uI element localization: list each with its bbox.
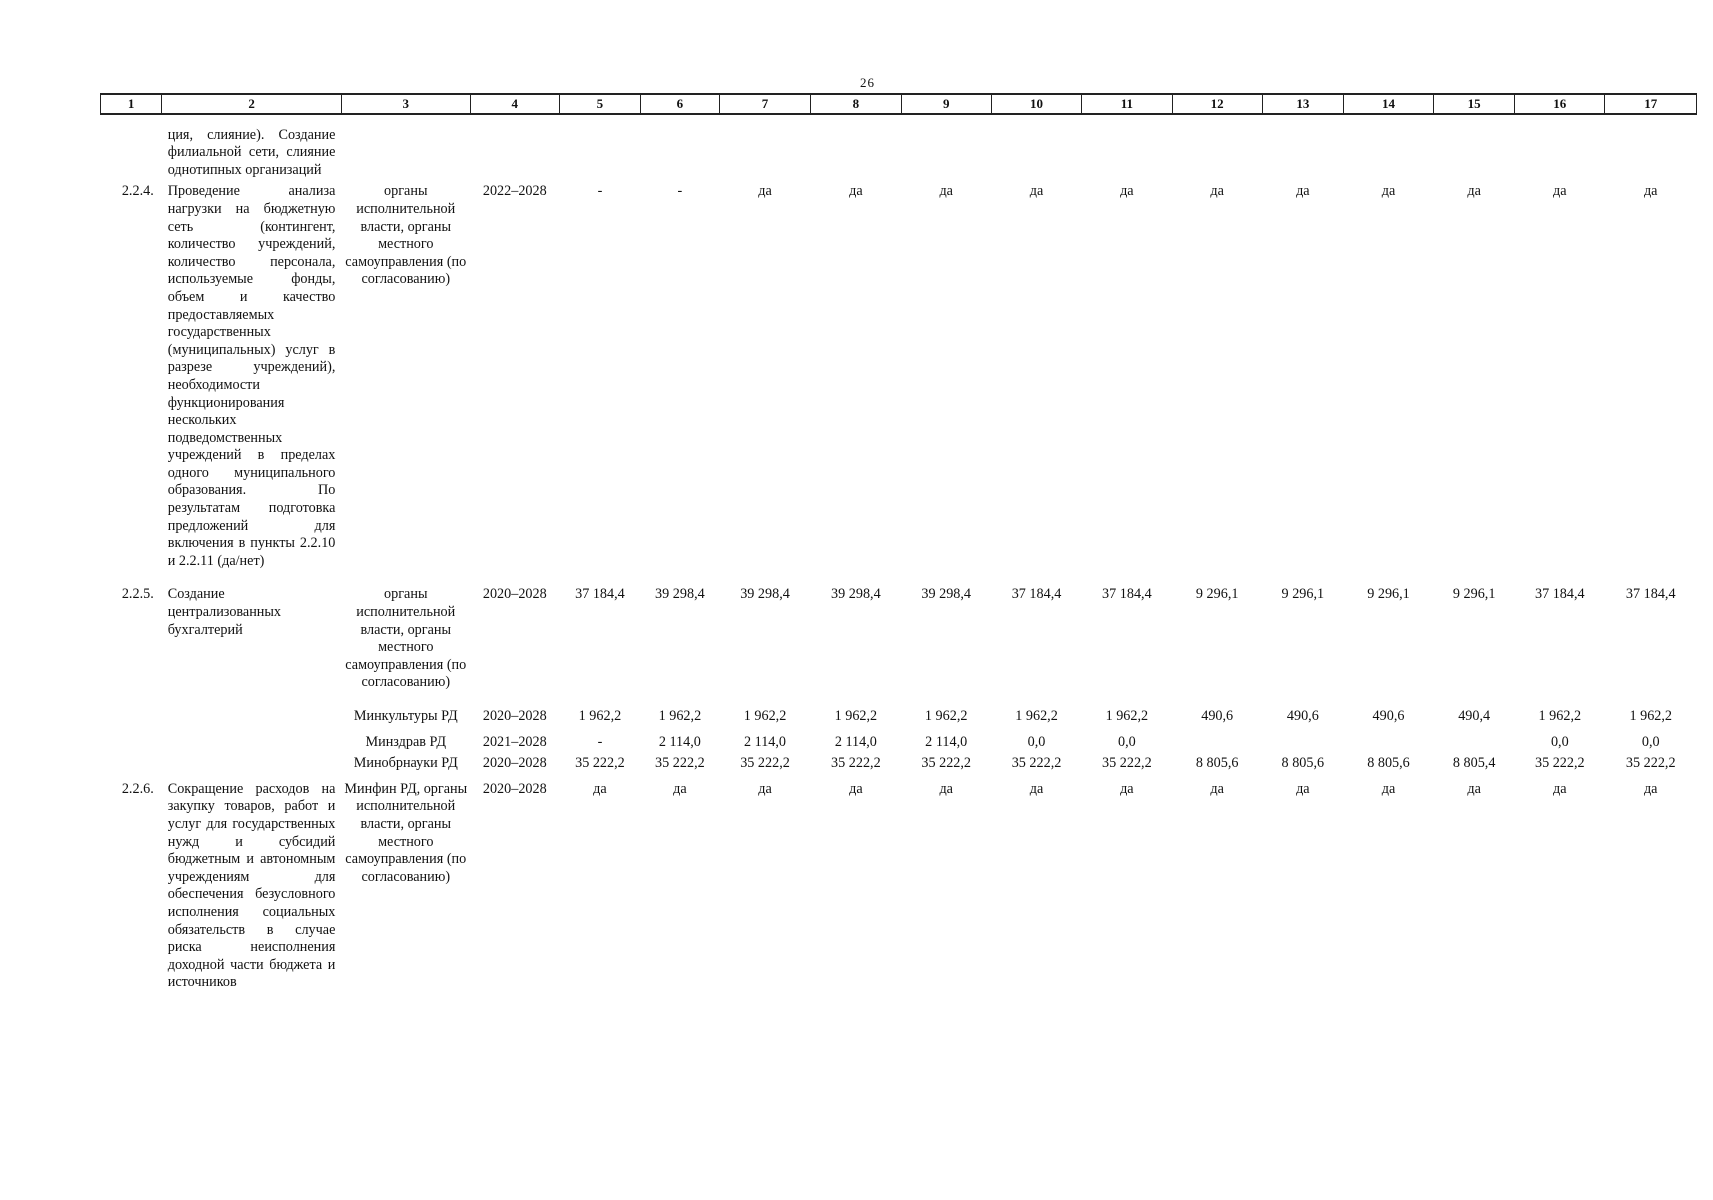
item-period: 2022–2028 bbox=[482, 183, 547, 200]
column-header: 2 bbox=[162, 94, 342, 114]
item-number bbox=[101, 734, 162, 756]
item-value: 1 962,2 bbox=[1105, 708, 1149, 724]
item-value: 490,6 bbox=[1286, 708, 1319, 724]
item-value bbox=[1434, 127, 1515, 184]
item-value: 0,0 bbox=[1027, 733, 1046, 750]
item-value: да bbox=[849, 183, 863, 200]
item-value: да bbox=[758, 780, 772, 797]
item-value: 1 962,2 bbox=[1015, 708, 1058, 724]
item-value: - bbox=[597, 733, 603, 750]
item-value: да bbox=[939, 780, 953, 797]
item-executor: Минздрав РД bbox=[365, 733, 447, 750]
item-value bbox=[1605, 127, 1697, 184]
item-value: 39 298,4 bbox=[831, 586, 881, 603]
item-value: да bbox=[1643, 183, 1658, 200]
item-executor: органы исполнительной власти, органы местного самоуправления (по согласованию) bbox=[345, 183, 467, 288]
column-header: 12 bbox=[1172, 94, 1262, 114]
column-header: 7 bbox=[719, 94, 810, 114]
item-value: 35 222,2 bbox=[1534, 755, 1585, 772]
item-period: 2020–2028 bbox=[482, 708, 547, 724]
item-number bbox=[101, 755, 162, 781]
table-row bbox=[101, 755, 1697, 781]
item-executor: Минфин РД, органы исполнительной власти, органы местного самоуправления (по согласованию) bbox=[344, 780, 468, 885]
item-value: 37 184,4 bbox=[1102, 586, 1152, 603]
item-value: 9 296,1 bbox=[1367, 586, 1410, 603]
item-value: 1 962,2 bbox=[578, 708, 622, 724]
item-value: да bbox=[1381, 780, 1396, 797]
column-header: 15 bbox=[1434, 94, 1515, 114]
item-value: да bbox=[1467, 780, 1481, 797]
column-header: 1 bbox=[101, 94, 162, 114]
item-value: да bbox=[758, 183, 772, 200]
column-header: 17 bbox=[1605, 94, 1697, 114]
item-value: 1 962,2 bbox=[1629, 708, 1673, 724]
item-value: 8 805,4 bbox=[1452, 755, 1496, 772]
table-row bbox=[101, 708, 1697, 734]
item-value: - bbox=[597, 183, 603, 200]
item-value: да bbox=[593, 780, 607, 797]
column-header: 8 bbox=[811, 94, 901, 114]
item-value: 35 222,2 bbox=[655, 755, 705, 772]
item-period: 2020–2028 bbox=[482, 755, 547, 772]
item-value: 35 222,2 bbox=[1102, 755, 1152, 772]
item-value bbox=[1082, 127, 1172, 184]
table-row bbox=[101, 183, 1697, 586]
item-value: 2 114,0 bbox=[834, 733, 877, 750]
item-value bbox=[1172, 127, 1262, 184]
item-value: 9 296,1 bbox=[1195, 586, 1239, 603]
item-period: 2021–2028 bbox=[482, 733, 547, 750]
item-value: 35 222,2 bbox=[575, 755, 625, 772]
column-header: 10 bbox=[991, 94, 1081, 114]
item-value: 1 962,2 bbox=[1538, 708, 1582, 724]
item-value: 9 296,1 bbox=[1452, 586, 1496, 603]
item-value: да bbox=[1381, 183, 1396, 200]
item-period: 2020–2028 bbox=[482, 586, 547, 603]
item-number bbox=[101, 127, 162, 184]
item-value: да bbox=[1120, 780, 1134, 797]
column-header: 11 bbox=[1082, 94, 1172, 114]
item-executor: Минобрнауки РД bbox=[353, 755, 458, 772]
header-row bbox=[101, 94, 1697, 114]
item-value: 35 222,2 bbox=[921, 755, 972, 772]
table-row bbox=[101, 127, 1697, 184]
item-number: 2.2.4. bbox=[121, 183, 154, 200]
item-value bbox=[1262, 734, 1343, 756]
column-header: 16 bbox=[1515, 94, 1605, 114]
item-value bbox=[1262, 127, 1343, 184]
item-value: 490,4 bbox=[1458, 708, 1491, 724]
item-executor: органы исполнительной власти, органы местного самоуправления (по согласованию) bbox=[345, 586, 467, 691]
item-value: 35 222,2 bbox=[1625, 755, 1676, 772]
item-value bbox=[559, 127, 640, 184]
item-value: да bbox=[939, 183, 953, 200]
item-value bbox=[1434, 734, 1515, 756]
item-value: да bbox=[1120, 183, 1134, 200]
item-value: да bbox=[1553, 780, 1567, 797]
item-number bbox=[101, 708, 162, 734]
item-value bbox=[811, 127, 901, 184]
item-value: да bbox=[1029, 780, 1044, 797]
item-value: - bbox=[677, 183, 683, 200]
table-body bbox=[101, 114, 1697, 992]
item-value: 39 298,4 bbox=[740, 586, 790, 603]
item-value: да bbox=[1029, 183, 1044, 200]
item-value bbox=[1172, 734, 1262, 756]
item-value: да bbox=[1296, 780, 1310, 797]
item-value: 1 962,2 bbox=[834, 708, 878, 724]
item-value bbox=[1343, 734, 1433, 756]
item-value: 0,0 bbox=[1117, 733, 1136, 750]
item-value: 39 298,4 bbox=[921, 586, 972, 603]
item-value: да bbox=[1467, 183, 1481, 200]
item-value: 37 184,4 bbox=[575, 586, 625, 603]
item-value bbox=[1343, 127, 1433, 184]
item-value: да bbox=[849, 780, 863, 797]
item-value bbox=[1515, 127, 1605, 184]
item-name: Сокращение расходов на закупку товаров, работ и услуг для государственных нужд и субсидий бюджетным и автономным учреждениям для обеспечения безусловного исполнения социальных обязательств в случае риска неисполнения доходной части бюджета и источников bbox=[167, 780, 336, 991]
item-period bbox=[470, 127, 559, 184]
item-value: 1 962,2 bbox=[924, 708, 968, 724]
item-value: 37 184,4 bbox=[1625, 586, 1676, 603]
item-value: 0,0 bbox=[1641, 733, 1660, 750]
item-value: да bbox=[1210, 183, 1224, 200]
item-executor: Минкультуры РД bbox=[353, 708, 458, 724]
item-value: 1 962,2 bbox=[658, 708, 702, 724]
item-value: 35 222,2 bbox=[831, 755, 881, 772]
measures-table bbox=[100, 93, 1697, 992]
item-number: 2.2.6. bbox=[121, 780, 154, 797]
column-header: 6 bbox=[640, 94, 719, 114]
table-row bbox=[101, 586, 1697, 708]
item-value: 37 184,4 bbox=[1534, 586, 1585, 603]
item-value: 490,6 bbox=[1201, 708, 1234, 724]
item-name: ция, слияние). Создание филиальной сети, слияние однотипных организаций bbox=[167, 126, 336, 178]
item-value: да bbox=[1210, 780, 1224, 797]
item-name bbox=[162, 708, 342, 734]
item-value: 8 805,6 bbox=[1281, 755, 1325, 772]
item-value: да bbox=[1553, 183, 1567, 200]
item-value: 39 298,4 bbox=[655, 586, 705, 603]
item-value: 35 222,2 bbox=[1011, 755, 1062, 772]
item-value: 2 114,0 bbox=[658, 733, 701, 750]
item-value: 8 805,6 bbox=[1195, 755, 1239, 772]
item-name bbox=[162, 734, 342, 756]
column-header: 9 bbox=[901, 94, 991, 114]
item-value bbox=[991, 127, 1081, 184]
column-header: 13 bbox=[1262, 94, 1343, 114]
item-value bbox=[719, 127, 810, 184]
item-value: 490,6 bbox=[1372, 708, 1405, 724]
item-value: 37 184,4 bbox=[1011, 586, 1062, 603]
item-name: Создание централизованных бухгалтерий bbox=[167, 586, 282, 638]
item-value: 35 222,2 bbox=[740, 755, 790, 772]
item-period: 2020–2028 bbox=[482, 780, 547, 797]
item-value: 0,0 bbox=[1550, 733, 1569, 750]
item-value: 2 114,0 bbox=[925, 733, 968, 750]
column-header: 5 bbox=[559, 94, 640, 114]
column-header: 3 bbox=[341, 94, 470, 114]
column-header: 4 bbox=[470, 94, 559, 114]
item-executor bbox=[341, 127, 470, 184]
item-value bbox=[640, 127, 719, 184]
column-header: 14 bbox=[1343, 94, 1433, 114]
item-number: 2.2.5. bbox=[121, 586, 154, 603]
item-value: 2 114,0 bbox=[743, 733, 787, 750]
item-value: 1 962,2 bbox=[743, 708, 787, 724]
table-row bbox=[101, 781, 1697, 992]
page-number: 26 bbox=[860, 75, 875, 90]
item-value: да bbox=[1296, 183, 1310, 200]
table-row bbox=[101, 734, 1697, 756]
item-name bbox=[162, 755, 342, 781]
item-value: 8 805,6 bbox=[1367, 755, 1410, 772]
item-value: да bbox=[1643, 780, 1658, 797]
item-name: Проведение анализа нагрузки на бюджетную сеть (контингент, количество учреждений, количество персонала, используемые фонды, объем и качество предоставляемых государственных (муниципальных) услуг в разрезе учреждений), необходимости функционирования нескольких подведомственных учреждений в пределах одного муниципального образования. По результатам подготовка предложений для включения в пункты 2.2.10 и 2.2.11 (да/нет) bbox=[167, 183, 336, 569]
item-value: 9 296,1 bbox=[1281, 586, 1325, 603]
item-value: да bbox=[673, 780, 687, 797]
item-value bbox=[901, 127, 991, 184]
